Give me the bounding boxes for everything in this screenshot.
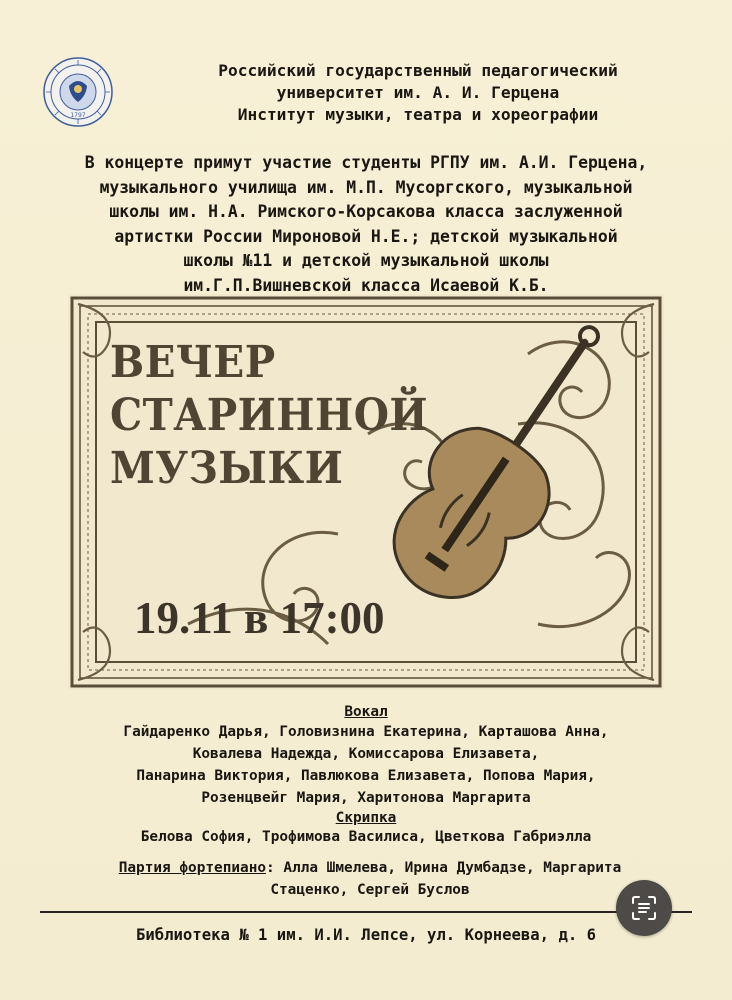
violin-performers: Белова София, Трофимова Василиса, Цветкова Габриэлла xyxy=(140,829,592,845)
title-line: МУЗЫКИ xyxy=(110,443,344,494)
divider xyxy=(40,911,692,913)
piano-heading: Партия фортепиано xyxy=(118,860,267,876)
vocal-heading: Вокал xyxy=(344,704,388,720)
violin-heading: Скрипка xyxy=(335,810,397,826)
intro-line: В концерте примут участие студенты РГПУ им. А.И. Герцена, xyxy=(84,153,648,172)
concert-datetime: 19.11 в 17:00 xyxy=(134,593,385,643)
piano-performers xyxy=(60,857,680,901)
piano-line-2: Стаценко, Сергей Буслов xyxy=(270,882,470,898)
university-seal-icon xyxy=(42,56,114,128)
intro-paragraph xyxy=(30,151,702,298)
intro-line: артистки России Мироновой Н.Е.; детской музыкальной xyxy=(114,226,618,246)
venue-address: Библиотека № 1 им. И.И. Лепсе, ул. Корнеева, д. 6 xyxy=(135,926,597,944)
performer-line: Гайдаренко Дарья, Головизнина Екатерина, Карташова Анна, xyxy=(123,724,609,740)
performer-line: Ковалева Надежда, Комиссарова Елизавета, xyxy=(192,746,540,762)
intro-line: школы им. Н.А. Римского-Корсакова класса заслуженной xyxy=(109,202,623,221)
header-line-1: Российский государственный педагогический xyxy=(218,61,618,80)
intro-line: школы №11 и детской музыкальной школы xyxy=(183,251,549,270)
title-line: ВЕЧЕР xyxy=(110,337,276,388)
logo-year: 1797 xyxy=(70,112,86,119)
piano-line-1 xyxy=(60,857,680,879)
header-institution xyxy=(118,60,718,126)
intro-line: им.Г.П.Вишневской класса Исаевой К.Б. xyxy=(183,275,549,295)
header-line-3: Институт музыки, театра и хореографии xyxy=(237,105,599,124)
scan-text-button[interactable] xyxy=(616,880,672,936)
vocal-performers xyxy=(20,721,712,809)
scan-text-icon xyxy=(631,895,657,921)
performer-line: Розенцвейг Мария, Харитонова Маргарита xyxy=(201,790,531,806)
title-line: СТАРИННОЙ xyxy=(110,390,429,441)
concert-title xyxy=(110,336,428,495)
performer-line: Панарина Виктория, Павлюкова Елизавета, Попова Мария, xyxy=(136,768,596,784)
intro-line: музыкального училища им. М.П. Мусоргского, музыкальной xyxy=(99,177,633,197)
header-line-2: университет им. А. И. Герцена xyxy=(276,83,560,102)
piano-names: : Алла Шмелева, Ирина Думбадзе, Маргарита xyxy=(266,860,622,876)
